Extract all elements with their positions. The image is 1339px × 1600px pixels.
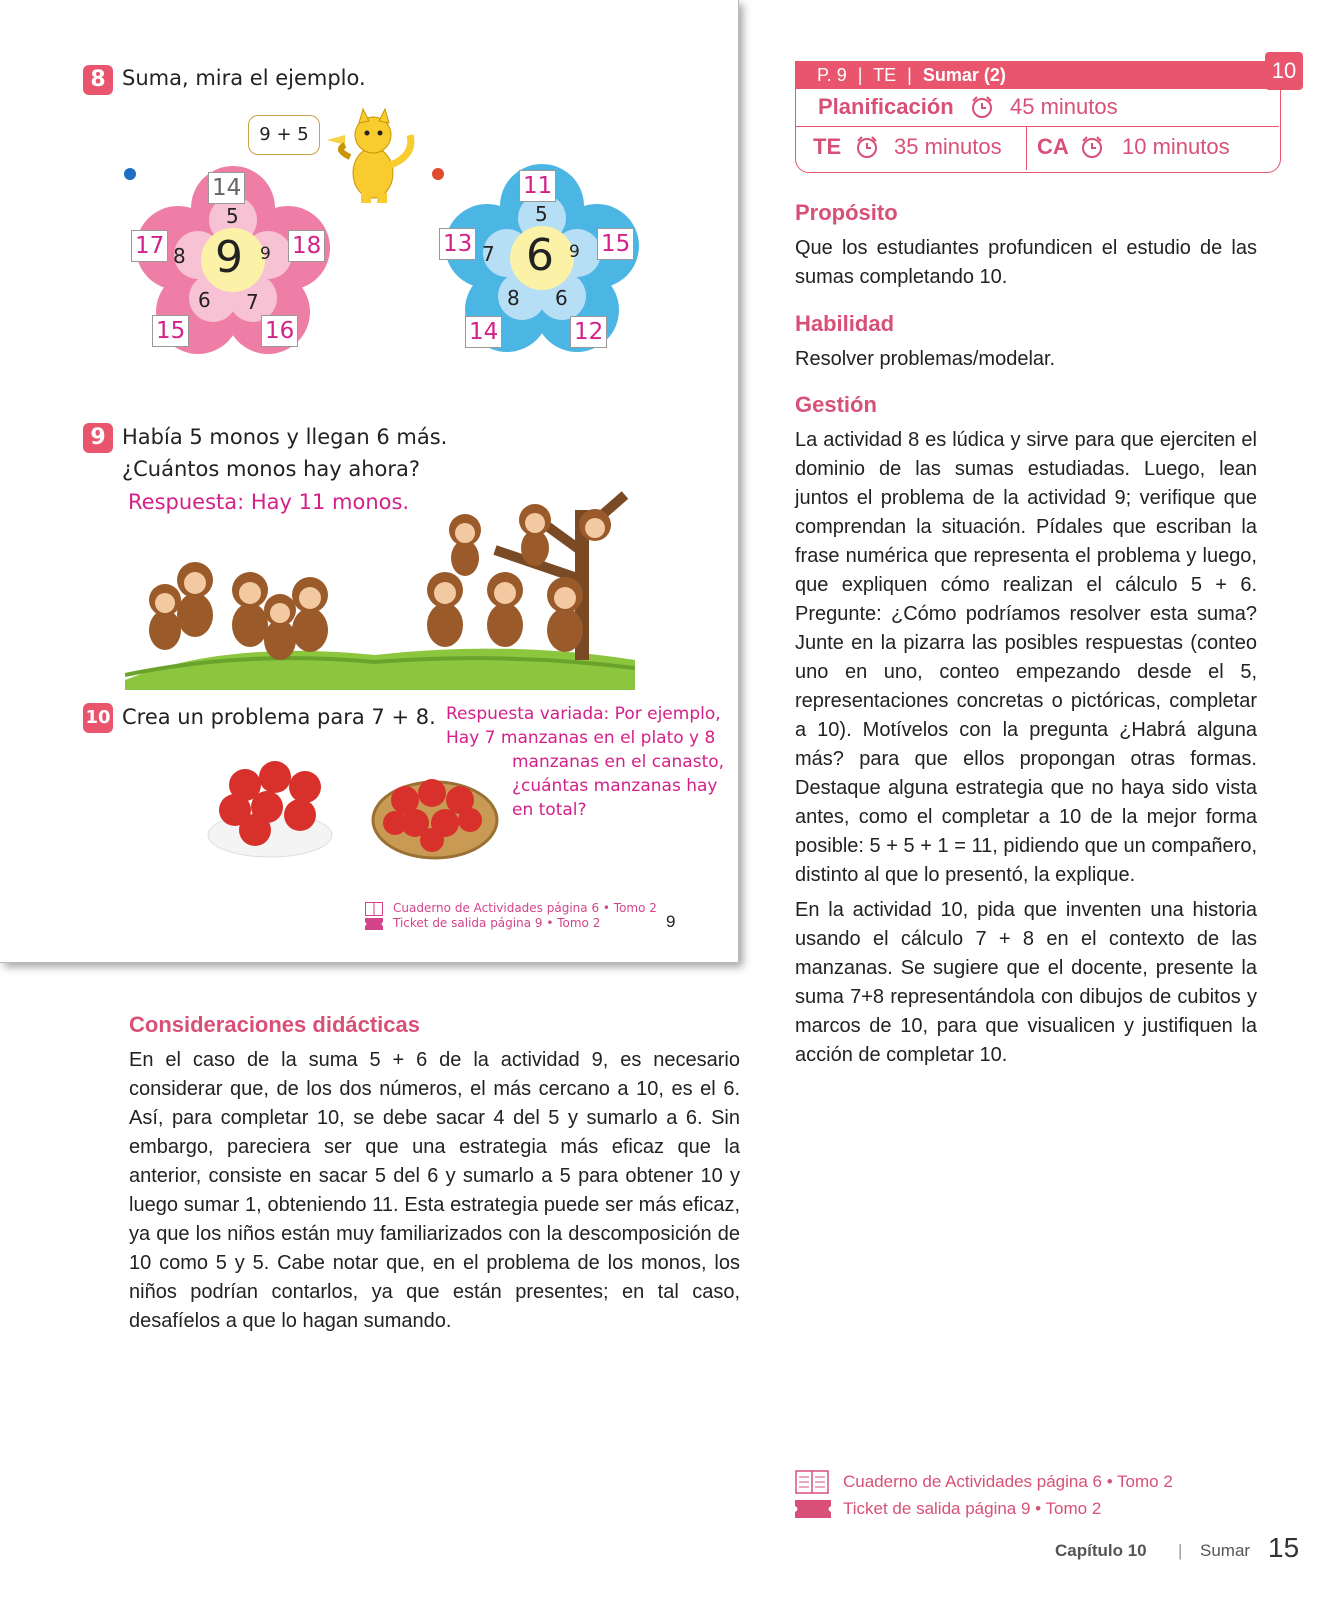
activity-9-badge: 9 [83,423,113,453]
flower-1 [128,160,338,370]
footer-separator: | [1178,1541,1183,1560]
apples-basket-illustration [370,755,500,865]
flower-1-outer: 16 [261,315,298,347]
clock-icon [1080,135,1104,159]
answer-line: en total? [512,800,587,820]
flower-2-outer: 14 [465,316,502,348]
habilidad-body: Resolver problemas/modelar. [795,348,1056,370]
gestion-paragraph-2: En la actividad 10, pida que inventen una historia usando el cálculo 7 + 8 en el contexto de las manzanas. Se sugiere que el docente, presente la suma 7+8 representándola con dibujos de cubitos y marcos de 10, para que visualicen y justifiquen la acción de completar 10. [795,899,1257,1066]
consideraciones-body: En el caso de la suma 5 + 6 de la actividad 9, es necesario considerar que, de los dos números, el más cercano a 10, es el 6. Así, para completar 10, se debe sacar 4 del 5 y sumarlo a 6. Sin embargo, pareciera ser que una estrategia más eficaz que la anterior, consiste en sacar 5 del 6 y sumarlo a 5 para obtener 10 y luego sumar 1, obteniendo 11. Esta estrategia puede ser más eficaz, ya que los niños están muy familiarizados con la descomposición de 10 como 5 y 5. Cabe notar que, en el problema de los monos, los niños podrían contarlos, ya que están presentes; en tal caso, desafíelos a que lo hagan sumando. [129,1049,740,1332]
gestion-body [795,426,1257,1076]
header-te: TE [873,65,897,85]
habilidad-title: Habilidad [795,311,895,336]
ticket-icon [365,918,383,930]
flower-1-inner: 9 [260,244,271,264]
flower-1-inner: 8 [173,244,186,268]
flower-1-outer: 14 [208,172,245,204]
flower-2-outer: 12 [570,316,607,348]
gestion-paragraph-1: La actividad 8 es lúdica y sirve para que ejerciten el dominio de las sumas estudiadas. Luego, lean juntos el problema de la actividad 9; verifique que comprendan la situación. Pídales que escriban la frase numérica que representa el problema y luego, que expliquen cómo realizan el cálculo 5 + 6. Pregunte: ¿Cómo podríamos resolver esta suma? Junte en la pizarra las posibles respuestas (conteo uno en uno, conteo empezando desde el 5, representaciones concretas o pictóricas, completar a 10). Motívelos con la pregunta ¿Habrá alguna más? para que ellos propongan otras formas. Destaque alguna estrategia que no haya sido vista antes, como el completar a 10 de la mejor forma posible: 5 + 5 + 1 = 11, pidiendo que un compañero, distinto al que lo presentó, la explique. [795,429,1257,886]
planificacion-time: 45 minutos [1010,94,1118,119]
activity-10-badge: 10 [83,703,113,733]
te-time: 35 minutos [894,134,1002,159]
student-page [0,0,739,963]
flower-2-inner: 6 [555,286,568,310]
flower-2-inner: 8 [507,286,520,310]
proposito-title: Propósito [795,200,898,225]
student-ref-ticket: Ticket de salida página 9 • Tomo 2 [393,916,601,930]
consideraciones-title: Consideraciones didácticas [129,1012,420,1037]
footer-page-number: 15 [1268,1532,1300,1563]
answer-line: manzanas en el canasto, [512,752,725,772]
cat-illustration [325,105,420,205]
plan-divider [1026,126,1027,170]
activity-8-text: Suma, mira el ejemplo. [122,66,366,90]
planificacion-label: Planificación [818,94,954,119]
flower-2-inner: 5 [535,202,548,226]
student-ref-cuaderno: Cuaderno de Actividades página 6 • Tomo 2 [393,901,657,915]
flower-1-inner: 6 [198,288,211,312]
flower-2-inner: 7 [482,242,495,266]
plan-divider [795,126,1279,127]
answer-line: Hay 7 manzanas en el plato y 8 [446,728,716,748]
clock-icon [970,95,994,119]
chapter-tab: 10 [1265,52,1303,90]
apples-plate-illustration [205,755,345,865]
flower-2-outer: 13 [439,228,476,260]
proposito-body: Que los estudiantes profundicen el estudio de las sumas completando 10. [795,237,1257,288]
flower-1-outer: 15 [152,315,189,347]
flower-2 [437,158,647,368]
flower-2-outer: 15 [597,228,634,260]
ticket-icon [795,1500,831,1518]
footer-topic: Sumar [1200,1541,1251,1560]
flower-2-inner: 9 [569,242,580,262]
flower-2-center: 6 [526,230,554,281]
footer-ticket: Ticket de salida página 9 • Tomo 2 [843,1499,1102,1518]
flower-1-center: 9 [215,232,243,283]
answer-line: Respuesta variada: Por ejemplo, [446,704,721,724]
activity-9-line1: Había 5 monos y llegan 6 más. [122,425,448,449]
student-page-number: 9 [666,912,676,931]
planning-header: P. 9 | TE | Sumar (2) [795,61,1287,89]
activity-9-line2: ¿Cuántos monos hay ahora? [122,457,421,481]
ca-label: CA [1037,134,1069,159]
ca-time: 10 minutos [1122,134,1230,159]
footer-cuaderno: Cuaderno de Actividades página 6 • Tomo 2 [843,1472,1173,1491]
clock-icon [855,135,879,159]
header-title: Sumar (2) [922,65,1006,85]
footer-chapter: Capítulo 10 [1055,1541,1147,1560]
flower-1-inner: 5 [226,204,239,228]
monkeys-illustration [125,490,635,690]
activity-10-text: Crea un problema para 7 + 8. [122,705,436,729]
flower-1-outer: 18 [288,230,325,262]
flower-1-inner: 7 [246,290,259,314]
te-label: TE [813,134,842,159]
header-page: P. 9 [817,65,847,85]
book-icon [365,902,383,916]
gestion-title: Gestión [795,392,877,417]
activity-9-answer: Respuesta: Hay 11 monos. [128,490,410,514]
speech-bubble: 9 + 5 [248,115,320,155]
flower-1-outer: 17 [131,230,168,262]
activity-8-badge: 8 [83,65,113,95]
book-icon [795,1470,829,1494]
answer-line: ¿cuántas manzanas hay [512,776,718,796]
flower-2-outer: 11 [519,170,556,202]
